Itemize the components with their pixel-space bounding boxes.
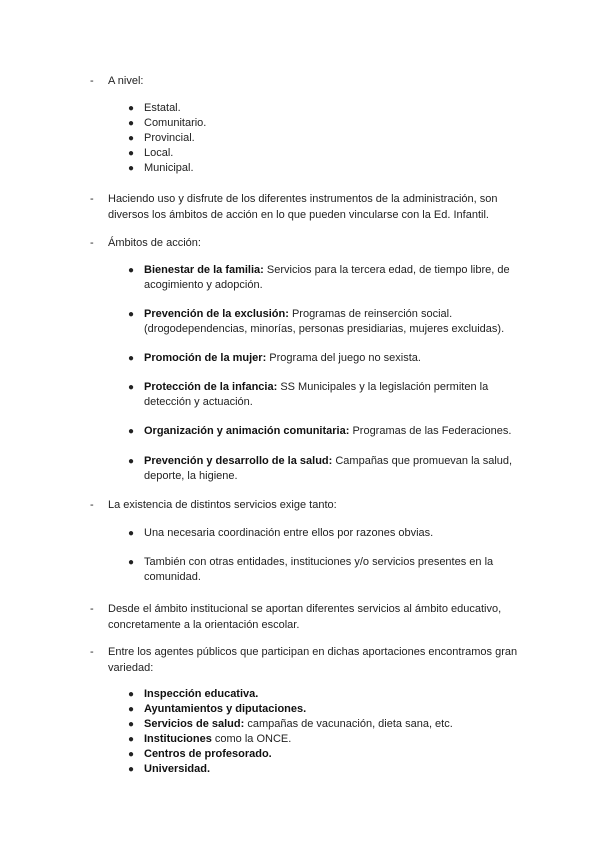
bullet-icon: ●: [128, 382, 135, 393]
list-item-text: También con otras entidades, instituciones y/o servicios presentes en la comunidad.: [144, 556, 494, 583]
list-item-text: [144, 454, 528, 484]
list-item-bold: Ayuntamientos y diputaciones.: [144, 703, 307, 715]
bullet-icon: ●: [128, 557, 135, 568]
existencia-heading: La existencia de distintos servicios exige tanto:: [108, 499, 337, 511]
list-item-bold: Universidad.: [144, 763, 211, 775]
list-item-text: [144, 717, 528, 732]
list-item-bold: Promoción de la mujer:: [144, 352, 267, 364]
list-item-bold: Servicios de salud:: [144, 718, 245, 730]
list-item-text: [144, 762, 528, 777]
bullet-icon: ●: [128, 719, 135, 730]
agentes-paragraph: Entre los agentes públicos que participan en dichas aportaciones encontramos gran variedad:: [108, 646, 518, 674]
list-item-text: [144, 380, 528, 410]
list-item-text: [144, 687, 528, 702]
list-item-bold: Centros de profesorado.: [144, 748, 272, 760]
bullet-icon: ●: [128, 133, 135, 144]
nivel-heading: A nivel:: [108, 75, 144, 87]
list-item-rest: Programas de las Federaciones.: [349, 425, 512, 437]
list-item-bold: Bienestar de la familia:: [144, 264, 264, 276]
list-item-bold: Organización y animación comunitaria:: [144, 425, 350, 437]
ambitos-heading: Ámbitos de acción:: [108, 237, 201, 249]
list-item-rest: SS Municipales y la legislación permiten la detección y actuación.: [144, 381, 489, 408]
bullet-icon: ●: [128, 148, 135, 159]
bullet-icon: ●: [128, 103, 135, 114]
bullet-icon: ●: [128, 528, 135, 539]
bullet-icon: ●: [128, 764, 135, 775]
list-item-text: Provincial.: [144, 132, 195, 144]
institucional-paragraph: Desde el ámbito institucional se aportan diferentes servicios al ámbito educativo, concretamente a la orientación escolar.: [108, 603, 502, 631]
list-item-text: Local.: [144, 147, 174, 159]
list-item-text: [144, 263, 528, 293]
bullet-icon: ●: [128, 426, 135, 437]
list-item-text: [144, 732, 528, 747]
list-item-rest: como la ONCE.: [211, 733, 292, 745]
list-item-rest: Programa del juego no sexista.: [266, 352, 421, 364]
list-item-bold: Prevención de la exclusión:: [144, 308, 289, 320]
list-item-text: [144, 307, 528, 337]
list-item-rest: Servicios para la tercera edad, de tiempo libre, de acogimiento y adopción.: [144, 264, 510, 291]
bullet-icon: ●: [128, 265, 135, 276]
bullet-icon: ●: [128, 353, 135, 364]
bullet-icon: ●: [128, 456, 135, 467]
uso-paragraph: Haciendo uso y disfrute de los diferentes instrumentos de la administración, son diversos los ámbitos de acción en lo que pueden vincularse con la Ed. Infantil.: [108, 193, 498, 221]
list-item-bold: Inspección educativa.: [144, 688, 259, 700]
list-item-text: Estatal.: [144, 102, 181, 114]
list-item-rest: Programas de reinserción social. (drogodependencias, minorías, personas presidiarias, mujeres excluidas).: [144, 308, 505, 335]
list-item-rest: Campañas que promuevan la salud, deporte, la higiene.: [144, 455, 513, 482]
list-item-bold: Prevención y desarrollo de la salud:: [144, 455, 333, 467]
list-item-bold: Protección de la infancia:: [144, 381, 278, 393]
dash-marker: -: [90, 193, 94, 205]
list-item-text: Una necesaria coordinación entre ellos por razones obvias.: [144, 527, 434, 539]
list-item-text: [144, 747, 528, 762]
list-item-text: Comunitario.: [144, 117, 207, 129]
dash-marker: -: [90, 75, 94, 87]
list-item-text: [144, 351, 528, 366]
list-item-bold: Instituciones: [144, 733, 212, 745]
bullet-icon: ●: [128, 749, 135, 760]
bullet-icon: ●: [128, 734, 135, 745]
list-item-text: Municipal.: [144, 162, 194, 174]
bullet-icon: ●: [128, 118, 135, 129]
bullet-icon: ●: [128, 704, 135, 715]
dash-marker: -: [90, 646, 94, 658]
bullet-icon: ●: [128, 163, 135, 174]
bullet-icon: ●: [128, 689, 135, 700]
list-item-text: [144, 424, 528, 439]
bullet-icon: ●: [128, 309, 135, 320]
dash-marker: -: [90, 603, 94, 615]
list-item-rest: campañas de vacunación, dieta sana, etc.: [244, 718, 453, 730]
dash-marker: -: [90, 237, 94, 249]
dash-marker: -: [90, 499, 94, 511]
list-item-text: [144, 702, 528, 717]
